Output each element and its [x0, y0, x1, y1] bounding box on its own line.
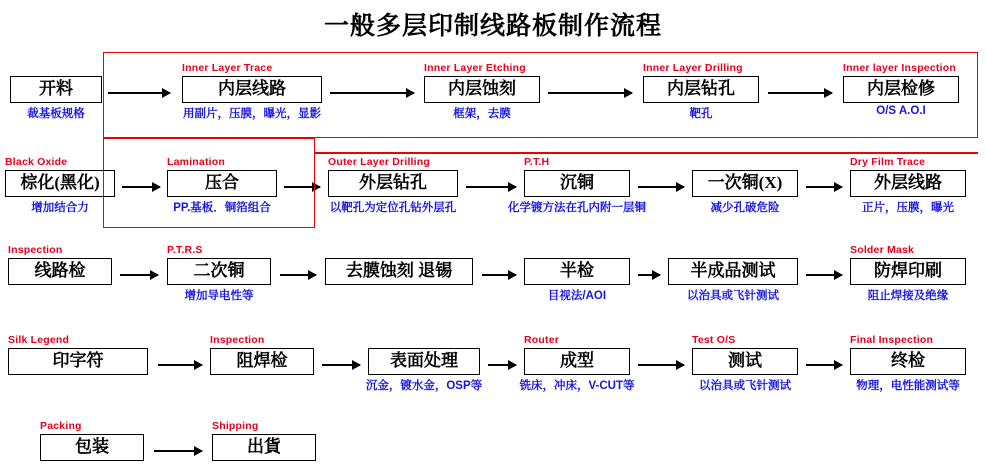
process-node	[668, 258, 798, 302]
process-node	[212, 420, 316, 461]
process-node-box[interactable]: 内层检修	[843, 76, 959, 103]
process-node-box[interactable]: 压合	[167, 170, 277, 197]
process-node	[524, 258, 630, 302]
process-node-note: 沉金，镀水金，OSP等	[365, 379, 483, 392]
process-node-box[interactable]: 内层线路	[182, 76, 322, 103]
process-node	[692, 334, 798, 392]
flow-arrow-icon	[638, 364, 684, 366]
flow-arrow-icon	[158, 364, 202, 366]
process-node-english-label: Dry Film Trace	[850, 156, 926, 168]
stage-group-frame	[315, 152, 978, 154]
process-node-english-label: Outer Layer Drilling	[328, 156, 431, 168]
process-node	[325, 258, 473, 285]
process-node	[8, 244, 112, 285]
process-node-note: 靶孔	[689, 107, 713, 120]
flow-arrow-icon	[466, 186, 516, 188]
process-node	[508, 156, 646, 214]
process-node-box[interactable]: 出貨	[212, 434, 316, 461]
flow-arrow-icon	[806, 274, 842, 276]
process-node-box[interactable]: 外层钻孔	[328, 170, 458, 197]
process-node-box[interactable]: 二次铜	[167, 258, 271, 285]
process-node	[519, 334, 635, 392]
process-node-english-label: Router	[524, 334, 560, 346]
flow-arrow-icon	[322, 364, 360, 366]
process-node-note: 框架，去膜	[453, 107, 511, 120]
process-node-box[interactable]: 沉铜	[524, 170, 630, 197]
flow-arrow-icon	[280, 274, 316, 276]
process-node-box[interactable]: 表面处理	[368, 348, 480, 375]
flow-arrow-icon	[122, 186, 160, 188]
process-node	[210, 334, 314, 375]
process-node-box[interactable]: 半检	[524, 258, 630, 285]
process-node-note: 裁基板规格	[27, 107, 85, 120]
process-node-note: 阻止焊接及绝缘	[867, 289, 949, 302]
process-node-note: 物理，电性能测试等	[856, 379, 960, 392]
process-node-box[interactable]: 线路检	[8, 258, 112, 285]
page-title: 一般多层印制线路板制作流程	[323, 13, 662, 40]
process-node-english-label: P.T.H	[524, 156, 550, 168]
flow-arrow-icon	[638, 274, 660, 276]
process-node	[167, 156, 277, 214]
flow-arrow-icon	[806, 186, 842, 188]
process-node-box[interactable]: 终检	[850, 348, 966, 375]
process-node	[843, 62, 959, 117]
flow-arrow-icon	[638, 186, 684, 188]
flow-arrow-icon	[330, 92, 414, 94]
process-node	[167, 244, 271, 302]
process-node-note: 减少孔破危险	[710, 201, 780, 214]
process-node-english-label: Inspection	[8, 244, 63, 256]
process-node-box[interactable]: 去膜蚀刻 退锡	[325, 258, 473, 285]
process-node-english-label: Inner Layer Drilling	[643, 62, 743, 74]
process-node	[692, 170, 798, 214]
process-node-note: 以治具或飞针测试	[699, 379, 791, 392]
process-node-english-label: Inspection	[210, 334, 265, 346]
flow-arrow-icon	[284, 186, 320, 188]
process-node-note: PP.基板．铜箔组合	[173, 201, 271, 214]
process-flow-diagram	[0, 44, 986, 474]
process-node	[850, 244, 966, 302]
process-node-box[interactable]: 棕化(黑化)	[5, 170, 115, 197]
process-node-box[interactable]: 成型	[524, 348, 630, 375]
process-node	[365, 348, 483, 392]
process-node-box[interactable]: 阻焊检	[210, 348, 314, 375]
flow-arrow-icon	[548, 92, 632, 94]
process-node	[8, 334, 148, 375]
process-node-box[interactable]: 防焊印刷	[850, 258, 966, 285]
process-node-english-label: Test O/S	[692, 334, 736, 346]
process-node-english-label: Inner Layer Etching	[424, 62, 526, 74]
process-node-box[interactable]: 包装	[40, 434, 144, 461]
process-node-note: 以治具或飞针测试	[687, 289, 779, 302]
process-node-english-label: Lamination	[167, 156, 226, 168]
process-node-english-label: Final Inspection	[850, 334, 934, 346]
process-node-english-label: Black Oxide	[5, 156, 68, 168]
process-node	[850, 334, 966, 392]
flow-arrow-icon	[108, 92, 170, 94]
process-node	[182, 62, 322, 120]
process-node-box[interactable]: 一次铜(X)	[692, 170, 798, 197]
process-node-box[interactable]: 开料	[10, 76, 102, 103]
process-node-note: 增加导电性等	[184, 289, 254, 302]
flow-arrow-icon	[482, 274, 516, 276]
process-node	[5, 156, 115, 214]
process-node	[40, 420, 144, 461]
flow-arrow-icon	[154, 450, 202, 452]
process-node-note: 目视法/AOI	[547, 289, 607, 302]
flow-arrow-icon	[120, 274, 158, 276]
process-node-note: 正片，压膜，曝光	[862, 201, 954, 214]
process-node	[328, 156, 458, 214]
process-node-english-label: Inner layer Inspection	[843, 62, 956, 74]
process-node-note: 以靶孔为定位孔钻外层孔	[329, 201, 457, 214]
process-node-box[interactable]: 内层蚀刻	[424, 76, 540, 103]
process-node-english-label: Packing	[40, 420, 82, 432]
process-node-english-label: Silk Legend	[8, 334, 70, 346]
process-node-english-label: P.T.R.S	[167, 244, 203, 256]
process-node	[424, 62, 540, 120]
process-node-note: 铣床，冲床，V-CUT等	[519, 379, 635, 392]
process-node	[10, 76, 102, 120]
process-node-note: O/S A.O.I	[876, 104, 926, 117]
process-node-english-label: Inner Layer Trace	[182, 62, 273, 74]
flow-arrow-icon	[768, 92, 832, 94]
process-node-note: 增加结合力	[31, 201, 89, 214]
process-node-note: 用副片，压膜，曝光，显影	[183, 107, 321, 120]
process-node-box[interactable]: 印字符	[8, 348, 148, 375]
process-node-box[interactable]: 测试	[692, 348, 798, 375]
process-node-box[interactable]: 内层钻孔	[643, 76, 759, 103]
flow-arrow-icon	[806, 364, 842, 366]
process-node-note: 化学镀方法在孔内附一层铜	[508, 201, 646, 214]
process-node-box[interactable]: 半成品测试	[668, 258, 798, 285]
process-node-box[interactable]: 外层线路	[850, 170, 966, 197]
process-node	[850, 156, 966, 214]
process-node	[643, 62, 759, 120]
process-node-english-label: Shipping	[212, 420, 259, 432]
flow-arrow-icon	[488, 364, 516, 366]
process-node-english-label: Solder Mask	[850, 244, 915, 256]
